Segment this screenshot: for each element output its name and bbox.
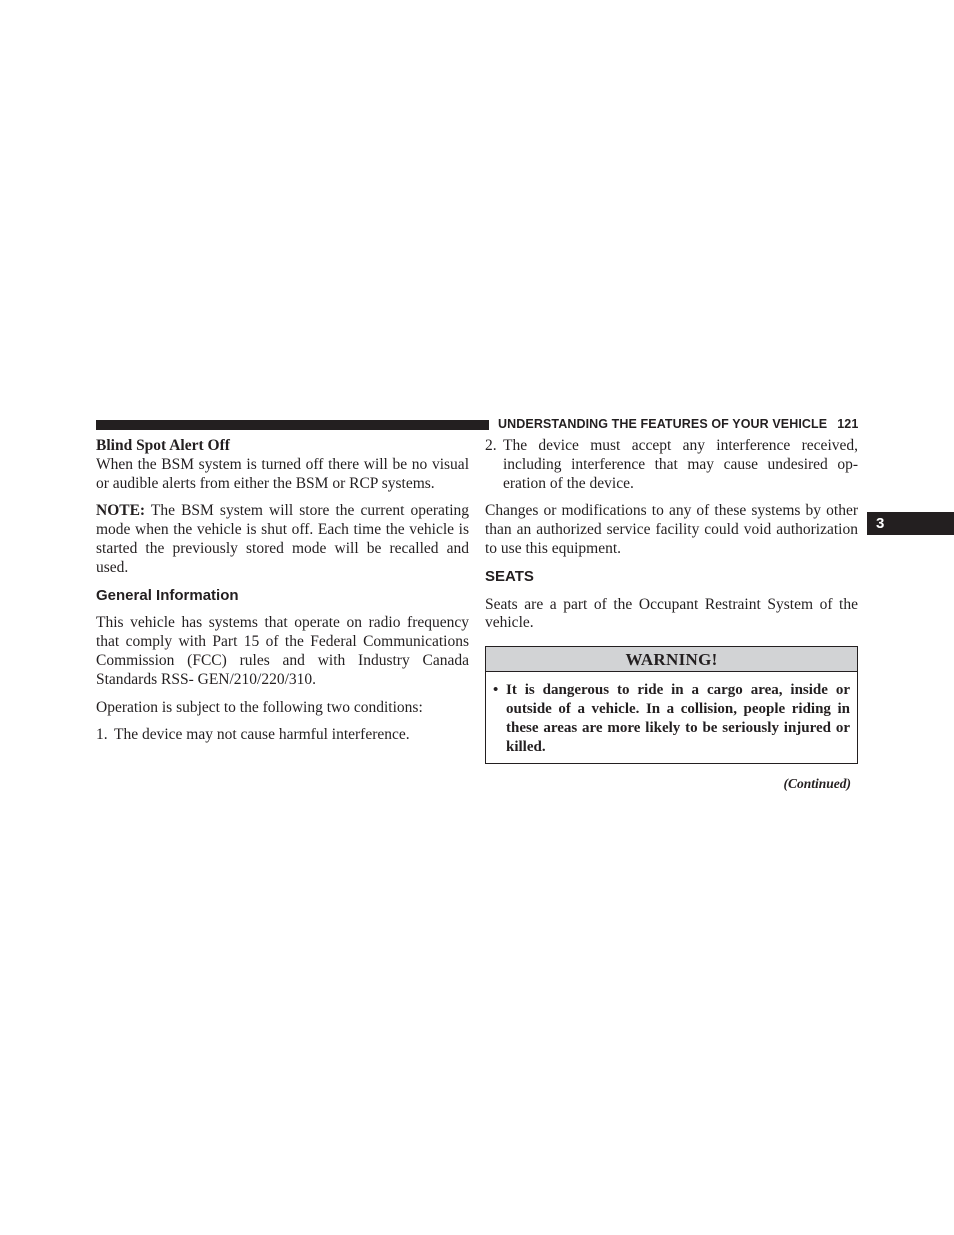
page-number: 121: [837, 417, 859, 431]
warning-text: It is dangerous to ride in a cargo area, inside or outside of a vehicle. In a collision, people riding in these areas are more likely to be seriously injured or killed.: [506, 682, 850, 755]
paragraph-bsm-off: When the BSM system is turned off there will be no visual or audible alerts from either the BSM or RCP systems.: [96, 455, 469, 492]
list-item-1: [96, 726, 469, 745]
warning-title: WARNING!: [486, 647, 857, 672]
warning-box: [485, 646, 858, 764]
list-item-text: The device must accept any interference received, including interference that may cause undesired op-eration of the device.: [503, 437, 858, 492]
note-paragraph: [96, 502, 469, 577]
list-item-text: The device may not cause harmful interference.: [114, 726, 410, 744]
note-text: The BSM system will store the current operating mode when the vehicle is shut off. Each time the vehicle is started the previously stored mode will be recalled and used.: [96, 502, 469, 576]
subheading-blind-spot-alert-off: Blind Spot Alert Off: [96, 437, 230, 454]
paragraph-changes: Changes or modifications to any of these systems by other than an authorized service facility could void authorization to use this equipment.: [485, 502, 858, 557]
bullet-icon: •: [493, 682, 499, 699]
left-column: [96, 437, 469, 745]
heading-seats: SEATS: [485, 567, 534, 585]
note-label: NOTE:: [96, 502, 146, 520]
section-title: UNDERSTANDING THE FEATURES OF YOUR VEHICLE: [498, 417, 828, 431]
list-item-number: 1.: [96, 726, 108, 744]
warning-item: [486, 672, 857, 763]
chapter-tab: 3: [867, 512, 954, 535]
heading-general-information: General Information: [96, 586, 239, 604]
continued-label: (Continued): [783, 776, 851, 792]
list-item-2: [485, 437, 858, 493]
right-column: [485, 437, 858, 794]
running-header: [498, 417, 858, 431]
header-rule: [96, 420, 489, 430]
paragraph-seats: Seats are a part of the Occupant Restraint System of the vehicle.: [485, 595, 858, 632]
paragraph-conditions: Operation is subject to the following two conditions:: [96, 698, 423, 716]
paragraph-general-information: This vehicle has systems that operate on radio frequency that comply with Part 15 of the Federal Communications Commission (FCC) rules and with Industry Canada Standards RSS- GEN/210/220/310.: [96, 614, 469, 688]
list-item-number: 2.: [485, 437, 497, 454]
